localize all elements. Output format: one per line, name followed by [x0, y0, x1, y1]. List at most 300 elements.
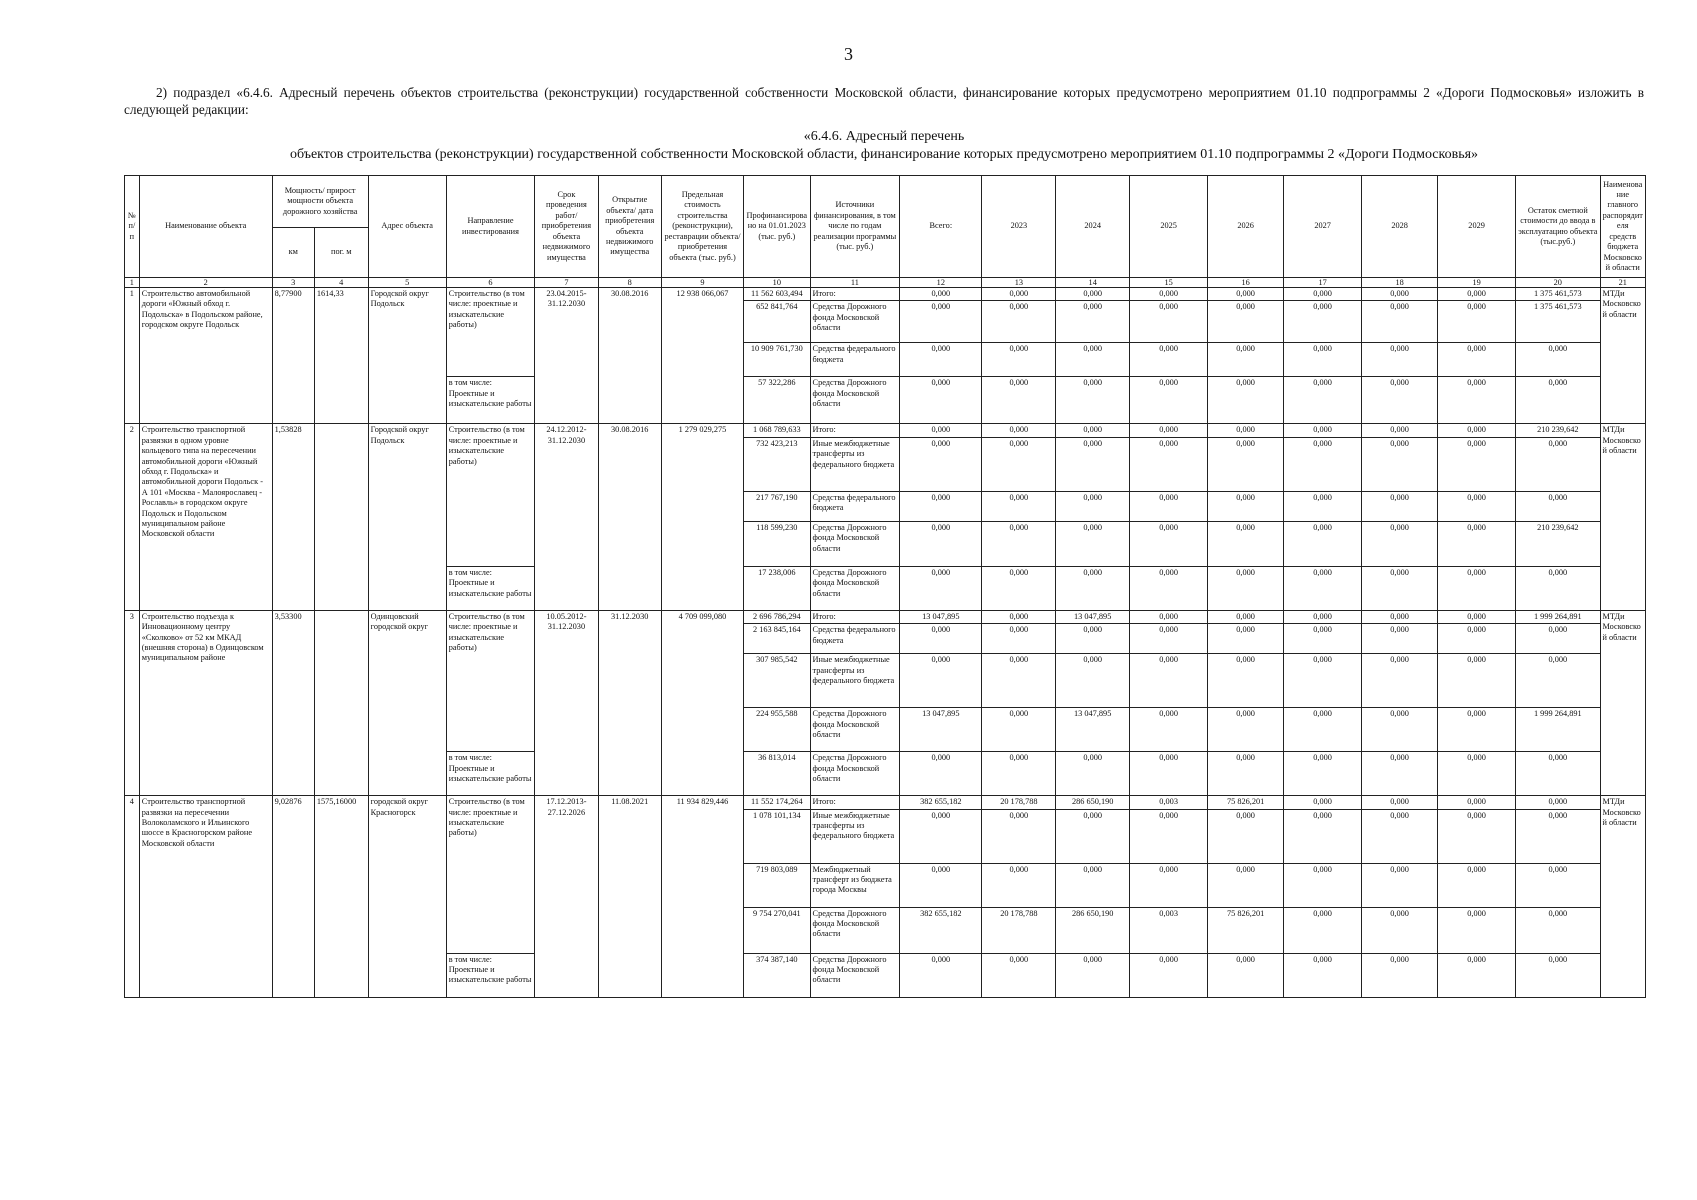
value-cell-y2024: 0,000 [1056, 809, 1130, 863]
column-number: 11 [810, 278, 900, 288]
value-cell-rem: 0,000 [1516, 953, 1600, 997]
source-cell: Средства Дорожного фонда Московской области [810, 566, 900, 610]
column-number: 19 [1438, 278, 1516, 288]
value-cell-y2026: 0,000 [1208, 437, 1284, 491]
header-remainder: Остаток сметной стоимости до ввода в эксплуатацию объекта (тыс.руб.) [1516, 176, 1600, 278]
value-cell-y2029: 0,000 [1438, 624, 1516, 654]
object-direction: Строительство (в том числе: проектные и изыскательские работы) [446, 424, 535, 566]
column-number: 12 [900, 278, 982, 288]
value-cell-rem: 0,000 [1516, 437, 1600, 491]
object-address: городской округ Красногорск [368, 796, 446, 997]
prefinanced-cell: 224 955,588 [744, 708, 810, 752]
value-cell-rem: 1 375 461,573 [1516, 288, 1600, 301]
value-cell-y2026: 0,000 [1208, 809, 1284, 863]
value-cell-y2024: 0,000 [1056, 424, 1130, 437]
object-address: Городской округ Подольск [368, 288, 446, 424]
value-cell-y2025: 0,000 [1130, 953, 1208, 997]
value-cell-y2026: 0,000 [1208, 301, 1284, 343]
column-numbers-row [125, 278, 1646, 288]
value-cell-y2029: 0,000 [1438, 809, 1516, 863]
object-direction: Строительство (в том числе: проектные и изыскательские работы) [446, 288, 535, 377]
value-cell-y2027: 0,000 [1284, 610, 1362, 623]
value-cell-total: 0,000 [900, 953, 982, 997]
value-cell-y2023: 0,000 [982, 437, 1056, 491]
value-cell-y2029: 0,000 [1438, 437, 1516, 491]
value-cell-y2026: 0,000 [1208, 654, 1284, 708]
value-cell-y2024: 0,000 [1056, 301, 1130, 343]
value-cell-rem: 0,000 [1516, 863, 1600, 907]
prefinanced-cell: 57 322,286 [744, 377, 810, 424]
prefinanced-cell: 374 387,140 [744, 953, 810, 997]
value-cell-total: 0,000 [900, 301, 982, 343]
source-cell: Иные межбюджетные трансферты из федерального бюджета [810, 809, 900, 863]
value-cell-y2025: 0,000 [1130, 566, 1208, 610]
value-cell-rem: 0,000 [1516, 377, 1600, 424]
object-direction-sub: в том числе: Проектные и изыскательские работы [446, 566, 535, 610]
value-cell-rem: 0,000 [1516, 566, 1600, 610]
column-number: 4 [314, 278, 368, 288]
value-cell-rem: 0,000 [1516, 907, 1600, 953]
value-cell-y2025: 0,000 [1130, 752, 1208, 796]
value-cell-y2027: 0,000 [1284, 624, 1362, 654]
value-cell-y2023: 0,000 [982, 301, 1056, 343]
value-cell-y2028: 0,000 [1362, 343, 1438, 377]
value-cell-y2028: 0,000 [1362, 288, 1438, 301]
object-limit-cost: 12 938 066,067 [661, 288, 743, 424]
page-number: 3 [844, 44, 853, 64]
value-cell-y2027: 0,000 [1284, 288, 1362, 301]
value-cell-y2028: 0,000 [1362, 491, 1438, 521]
object-manager: МТДи Московской области [1600, 424, 1646, 610]
object-km: 1,53828 [272, 424, 314, 610]
source-cell: Итого: [810, 424, 900, 437]
value-cell-total: 0,000 [900, 863, 982, 907]
header-2028: 2028 [1362, 176, 1438, 278]
value-cell-y2029: 0,000 [1438, 491, 1516, 521]
source-cell: Средства Дорожного фонда Московской области [810, 301, 900, 343]
value-cell-y2026: 0,000 [1208, 953, 1284, 997]
prefinanced-cell: 17 238,006 [744, 566, 810, 610]
object-direction-sub: в том числе: Проектные и изыскательские работы [446, 377, 535, 424]
value-cell-y2024: 0,000 [1056, 752, 1130, 796]
object-km: 9,02876 [272, 796, 314, 997]
value-cell-y2028: 0,000 [1362, 521, 1438, 566]
value-cell-y2027: 0,000 [1284, 809, 1362, 863]
value-cell-y2023: 0,000 [982, 288, 1056, 301]
object-direction: Строительство (в том числе: проектные и изыскательские работы) [446, 796, 535, 953]
header-sources: Источники финансирования, в том числе по годам реализации программы (тыс. руб.) [810, 176, 900, 278]
value-cell-total: 0,000 [900, 437, 982, 491]
value-cell-y2029: 0,000 [1438, 343, 1516, 377]
value-cell-y2025: 0,000 [1130, 708, 1208, 752]
value-cell-y2024: 0,000 [1056, 654, 1130, 708]
value-cell-rem: 0,000 [1516, 654, 1600, 708]
value-cell-y2024: 286 650,190 [1056, 907, 1130, 953]
prefinanced-cell: 1 068 789,633 [744, 424, 810, 437]
value-cell-y2023: 20 178,788 [982, 907, 1056, 953]
header-km: км [272, 228, 314, 278]
value-cell-y2023: 0,000 [982, 809, 1056, 863]
value-cell-y2027: 0,000 [1284, 654, 1362, 708]
value-cell-y2025: 0,003 [1130, 907, 1208, 953]
column-number: 21 [1600, 278, 1646, 288]
value-cell-y2024: 13 047,895 [1056, 610, 1130, 623]
value-cell-y2027: 0,000 [1284, 708, 1362, 752]
object-term: 23.04.2015-31.12.2030 [535, 288, 598, 424]
source-cell: Межбюджетный трансферт из бюджета города Москвы [810, 863, 900, 907]
header-opening: Открытие объекта/ дата приобретения объекта недвижимого имущества [598, 176, 661, 278]
value-cell-total: 0,000 [900, 809, 982, 863]
prefinanced-cell: 10 909 761,730 [744, 343, 810, 377]
value-cell-y2023: 0,000 [982, 343, 1056, 377]
header-num: № п/п [125, 176, 140, 278]
value-cell-y2028: 0,000 [1362, 424, 1438, 437]
value-cell-y2028: 0,000 [1362, 796, 1438, 809]
value-cell-y2027: 0,000 [1284, 437, 1362, 491]
prefinanced-cell: 652 841,764 [744, 301, 810, 343]
object-direction: Строительство (в том числе: проектные и изыскательские работы) [446, 610, 535, 751]
object-pogm: 1575,16000 [314, 796, 368, 997]
source-cell: Средства федерального бюджета [810, 343, 900, 377]
object-opening: 31.12.2030 [598, 610, 661, 795]
column-number: 20 [1516, 278, 1600, 288]
value-cell-y2024: 286 650,190 [1056, 796, 1130, 809]
object-address: Одинцовский городской округ [368, 610, 446, 795]
value-cell-y2023: 0,000 [982, 424, 1056, 437]
value-cell-total: 0,000 [900, 377, 982, 424]
prefinanced-cell: 719 803,089 [744, 863, 810, 907]
source-cell: Средства федерального бюджета [810, 491, 900, 521]
value-cell-y2028: 0,000 [1362, 708, 1438, 752]
value-cell-y2024: 0,000 [1056, 377, 1130, 424]
object-num: 4 [125, 796, 140, 997]
value-cell-y2025: 0,000 [1130, 521, 1208, 566]
object-opening: 11.08.2021 [598, 796, 661, 997]
value-cell-y2025: 0,000 [1130, 437, 1208, 491]
value-cell-y2027: 0,000 [1284, 566, 1362, 610]
value-cell-y2026: 0,000 [1208, 752, 1284, 796]
value-cell-total: 0,000 [900, 424, 982, 437]
source-cell: Итого: [810, 610, 900, 623]
object-limit-cost: 4 709 099,080 [661, 610, 743, 795]
value-cell-y2025: 0,000 [1130, 654, 1208, 708]
value-cell-y2029: 0,000 [1438, 377, 1516, 424]
value-cell-y2029: 0,000 [1438, 424, 1516, 437]
value-cell-y2029: 0,000 [1438, 953, 1516, 997]
value-cell-y2029: 0,000 [1438, 654, 1516, 708]
source-cell: Средства Дорожного фонда Московской области [810, 708, 900, 752]
value-cell-y2023: 0,000 [982, 377, 1056, 424]
value-cell-total: 0,000 [900, 566, 982, 610]
object-opening: 30.08.2016 [598, 288, 661, 424]
value-cell-y2024: 0,000 [1056, 437, 1130, 491]
value-cell-y2027: 0,000 [1284, 521, 1362, 566]
object-limit-cost: 11 934 829,446 [661, 796, 743, 997]
value-cell-y2026: 0,000 [1208, 377, 1284, 424]
value-cell-y2025: 0,000 [1130, 863, 1208, 907]
value-cell-y2027: 0,000 [1284, 796, 1362, 809]
column-number: 1 [125, 278, 140, 288]
value-cell-y2024: 0,000 [1056, 863, 1130, 907]
value-cell-y2023: 0,000 [982, 654, 1056, 708]
value-cell-y2024: 0,000 [1056, 521, 1130, 566]
column-number: 18 [1362, 278, 1438, 288]
value-cell-total: 0,000 [900, 521, 982, 566]
value-cell-y2028: 0,000 [1362, 907, 1438, 953]
value-cell-y2026: 75 826,201 [1208, 796, 1284, 809]
value-cell-rem: 0,000 [1516, 752, 1600, 796]
object-term: 24.12.2012-31.12.2030 [535, 424, 598, 610]
value-cell-total: 13 047,895 [900, 708, 982, 752]
value-cell-total: 0,000 [900, 288, 982, 301]
value-cell-y2028: 0,000 [1362, 752, 1438, 796]
column-number: 14 [1056, 278, 1130, 288]
object-term: 17.12.2013-27.12.2026 [535, 796, 598, 997]
column-number: 6 [446, 278, 535, 288]
value-cell-y2028: 0,000 [1362, 624, 1438, 654]
value-cell-y2028: 0,000 [1362, 610, 1438, 623]
column-number: 16 [1208, 278, 1284, 288]
value-cell-y2028: 0,000 [1362, 863, 1438, 907]
value-cell-y2027: 0,000 [1284, 377, 1362, 424]
value-cell-y2029: 0,000 [1438, 301, 1516, 343]
prefinanced-cell: 9 754 270,041 [744, 907, 810, 953]
prefinanced-cell: 2 696 786,294 [744, 610, 810, 623]
object-direction-sub: в том числе: Проектные и изыскательские работы [446, 752, 535, 796]
value-cell-y2023: 0,000 [982, 708, 1056, 752]
value-cell-rem: 1 999 264,891 [1516, 610, 1600, 623]
value-cell-y2026: 0,000 [1208, 288, 1284, 301]
value-cell-y2026: 0,000 [1208, 863, 1284, 907]
value-cell-y2025: 0,000 [1130, 424, 1208, 437]
value-cell-y2024: 0,000 [1056, 288, 1130, 301]
prefinanced-cell: 217 767,190 [744, 491, 810, 521]
table-heading [124, 128, 1644, 164]
value-cell-y2023: 0,000 [982, 521, 1056, 566]
header-manager: Наименование главного распорядителя средств бюджета Московской области [1600, 176, 1646, 278]
value-cell-y2029: 0,000 [1438, 566, 1516, 610]
column-number: 10 [744, 278, 810, 288]
value-cell-y2023: 20 178,788 [982, 796, 1056, 809]
heading-line-2: объектов строительства (реконструкции) государственной собственности Московской области, финансирование которых предусмотрено мероприятием 01.10 подпрограммы 2 «Дороги Подмосковья» [289, 147, 1479, 162]
header-2029: 2029 [1438, 176, 1516, 278]
object-manager: МТДи Московской области [1600, 610, 1646, 795]
prefinanced-cell: 307 985,542 [744, 654, 810, 708]
value-cell-rem: 210 239,642 [1516, 521, 1600, 566]
value-cell-y2025: 0,000 [1130, 343, 1208, 377]
value-cell-rem: 0,000 [1516, 624, 1600, 654]
object-term: 10.05.2012-31.12.2030 [535, 610, 598, 795]
source-cell: Средства федерального бюджета [810, 624, 900, 654]
value-cell-y2023: 0,000 [982, 953, 1056, 997]
value-cell-y2029: 0,000 [1438, 610, 1516, 623]
value-cell-total: 0,000 [900, 491, 982, 521]
value-cell-y2024: 0,000 [1056, 343, 1130, 377]
value-cell-y2026: 0,000 [1208, 521, 1284, 566]
source-cell: Средства Дорожного фонда Московской области [810, 752, 900, 796]
value-cell-rem: 1 999 264,891 [1516, 708, 1600, 752]
header-2025: 2025 [1130, 176, 1208, 278]
column-number: 9 [661, 278, 743, 288]
source-cell: Средства Дорожного фонда Московской области [810, 953, 900, 997]
value-cell-y2026: 0,000 [1208, 424, 1284, 437]
value-cell-y2024: 0,000 [1056, 491, 1130, 521]
value-cell-y2024: 0,000 [1056, 953, 1130, 997]
value-cell-y2026: 0,000 [1208, 343, 1284, 377]
table-row [125, 424, 1646, 437]
value-cell-rem: 0,000 [1516, 343, 1600, 377]
column-number: 15 [1130, 278, 1208, 288]
value-cell-total: 382 655,182 [900, 907, 982, 953]
value-cell-y2027: 0,000 [1284, 752, 1362, 796]
value-cell-y2023: 0,000 [982, 491, 1056, 521]
column-number: 8 [598, 278, 661, 288]
header-limit: Предельная стоимость строительства (реконструкции), реставрации объекта/ приобретения объекта (тыс. руб.) [661, 176, 743, 278]
intro-paragraph: 2) подраздел «6.4.6. Адресный перечень объектов строительства (реконструкции) государственной собственности Московской области, финансирование которых предусмотрено мероприятием 01.10 подпрограммы 2 «Дороги Подмосковья» изложить в следующей редакции: [124, 85, 1644, 117]
header-2027: 2027 [1284, 176, 1362, 278]
header-term: Срок проведения работ/ приобретения объекта недвижимого имущества [535, 176, 598, 278]
address-list-table [124, 175, 1646, 998]
object-manager: МТДи Московской области [1600, 288, 1646, 424]
object-pogm: 1614,33 [314, 288, 368, 424]
value-cell-y2025: 0,000 [1130, 624, 1208, 654]
value-cell-y2024: 0,000 [1056, 566, 1130, 610]
value-cell-y2026: 0,000 [1208, 566, 1284, 610]
object-name: Строительство транспортной развязки в одном уровне кольцевого типа на пересечении автомобильной дороги «Южный обход г. Подольска» и автомобильной дороги Подольск - А 101 «Москва - Малоярославец - Рославль» в городском округе Подольск и Подольском муниципальном районе Московской области [139, 424, 272, 610]
source-cell: Иные межбюджетные трансферты из федерального бюджета [810, 654, 900, 708]
value-cell-y2029: 0,000 [1438, 752, 1516, 796]
column-number: 2 [139, 278, 272, 288]
column-number: 13 [982, 278, 1056, 288]
source-cell: Итого: [810, 288, 900, 301]
object-limit-cost: 1 279 029,275 [661, 424, 743, 610]
column-number: 5 [368, 278, 446, 288]
prefinanced-cell: 118 599,230 [744, 521, 810, 566]
value-cell-y2024: 0,000 [1056, 624, 1130, 654]
value-cell-y2027: 0,000 [1284, 907, 1362, 953]
value-cell-y2025: 0,000 [1130, 377, 1208, 424]
object-num: 3 [125, 610, 140, 795]
value-cell-y2026: 0,000 [1208, 708, 1284, 752]
prefinanced-cell: 11 562 603,494 [744, 288, 810, 301]
source-cell: Итого: [810, 796, 900, 809]
column-number: 17 [1284, 278, 1362, 288]
value-cell-y2029: 0,000 [1438, 907, 1516, 953]
value-cell-y2023: 0,000 [982, 752, 1056, 796]
value-cell-y2025: 0,000 [1130, 301, 1208, 343]
prefinanced-cell: 2 163 845,164 [744, 624, 810, 654]
value-cell-rem: 0,000 [1516, 491, 1600, 521]
value-cell-rem: 0,000 [1516, 809, 1600, 863]
value-cell-y2028: 0,000 [1362, 566, 1438, 610]
value-cell-y2029: 0,000 [1438, 521, 1516, 566]
column-number: 3 [272, 278, 314, 288]
value-cell-y2028: 0,000 [1362, 377, 1438, 424]
prefinanced-cell: 36 813,014 [744, 752, 810, 796]
value-cell-y2026: 0,000 [1208, 610, 1284, 623]
object-num: 1 [125, 288, 140, 424]
header-address: Адрес объекта [368, 176, 446, 278]
object-num: 2 [125, 424, 140, 610]
prefinanced-cell: 11 552 174,264 [744, 796, 810, 809]
header-total: Всего: [900, 176, 982, 278]
value-cell-y2027: 0,000 [1284, 491, 1362, 521]
header-2026: 2026 [1208, 176, 1284, 278]
object-manager: МТДи Московской области [1600, 796, 1646, 997]
header-capacity: Мощность/ прирост мощности объекта дорожного хозяйства [272, 176, 368, 228]
table-row [125, 796, 1646, 809]
object-km: 8,77900 [272, 288, 314, 424]
object-name: Строительство подъезда к Инновационному центру «Сколково» от 52 км МКАД (внешняя сторона) в Одинцовском муниципальном районе [139, 610, 272, 795]
value-cell-y2023: 0,000 [982, 566, 1056, 610]
table-row [125, 610, 1646, 623]
object-pogm [314, 424, 368, 610]
value-cell-y2025: 0,000 [1130, 809, 1208, 863]
value-cell-y2028: 0,000 [1362, 953, 1438, 997]
value-cell-total: 13 047,895 [900, 610, 982, 623]
header-pogm: пог. м [314, 228, 368, 278]
value-cell-y2028: 0,000 [1362, 654, 1438, 708]
source-cell: Средства Дорожного фонда Московской области [810, 907, 900, 953]
value-cell-y2027: 0,000 [1284, 301, 1362, 343]
header-direction: Направление инвестирования [446, 176, 535, 278]
value-cell-y2026: 0,000 [1208, 491, 1284, 521]
object-name: Строительство автомобильной дороги «Южный обход г. Подольска» в Подольском районе, городском округе Подольск [139, 288, 272, 424]
source-cell: Средства Дорожного фонда Московской области [810, 521, 900, 566]
column-number: 7 [535, 278, 598, 288]
object-opening: 30.08.2016 [598, 424, 661, 610]
header-name: Наименование объекта [139, 176, 272, 278]
header-prefinanced: Профинансировано на 01.01.2023 (тыс. руб.) [744, 176, 810, 278]
value-cell-total: 0,000 [900, 624, 982, 654]
source-cell: Средства Дорожного фонда Московской области [810, 377, 900, 424]
value-cell-y2023: 0,000 [982, 610, 1056, 623]
value-cell-y2024: 13 047,895 [1056, 708, 1130, 752]
prefinanced-cell: 732 423,213 [744, 437, 810, 491]
table-row [125, 288, 1646, 301]
value-cell-y2029: 0,000 [1438, 863, 1516, 907]
value-cell-total: 0,000 [900, 654, 982, 708]
value-cell-y2023: 0,000 [982, 863, 1056, 907]
value-cell-y2027: 0,000 [1284, 424, 1362, 437]
value-cell-y2027: 0,000 [1284, 863, 1362, 907]
heading-line-1: «6.4.6. Адресный перечень [803, 129, 965, 144]
header-2023: 2023 [982, 176, 1056, 278]
value-cell-y2026: 0,000 [1208, 624, 1284, 654]
value-cell-y2029: 0,000 [1438, 796, 1516, 809]
prefinanced-cell: 1 078 101,134 [744, 809, 810, 863]
object-name: Строительство транспортной развязки на пересечении Волоколамского и Ильинского шоссе в Красногорском районе Московской области [139, 796, 272, 997]
source-cell: Иные межбюджетные трансферты из федерального бюджета [810, 437, 900, 491]
value-cell-total: 382 655,182 [900, 796, 982, 809]
value-cell-y2025: 0,000 [1130, 288, 1208, 301]
value-cell-y2027: 0,000 [1284, 343, 1362, 377]
value-cell-y2028: 0,000 [1362, 437, 1438, 491]
value-cell-y2028: 0,000 [1362, 301, 1438, 343]
value-cell-y2025: 0,003 [1130, 796, 1208, 809]
value-cell-y2026: 75 826,201 [1208, 907, 1284, 953]
value-cell-total: 0,000 [900, 752, 982, 796]
value-cell-y2027: 0,000 [1284, 953, 1362, 997]
value-cell-y2025: 0,000 [1130, 610, 1208, 623]
value-cell-y2029: 0,000 [1438, 288, 1516, 301]
value-cell-y2023: 0,000 [982, 624, 1056, 654]
value-cell-rem: 1 375 461,573 [1516, 301, 1600, 343]
value-cell-y2028: 0,000 [1362, 809, 1438, 863]
object-direction-sub: в том числе: Проектные и изыскательские работы [446, 953, 535, 997]
value-cell-rem: 210 239,642 [1516, 424, 1600, 437]
value-cell-y2025: 0,000 [1130, 491, 1208, 521]
